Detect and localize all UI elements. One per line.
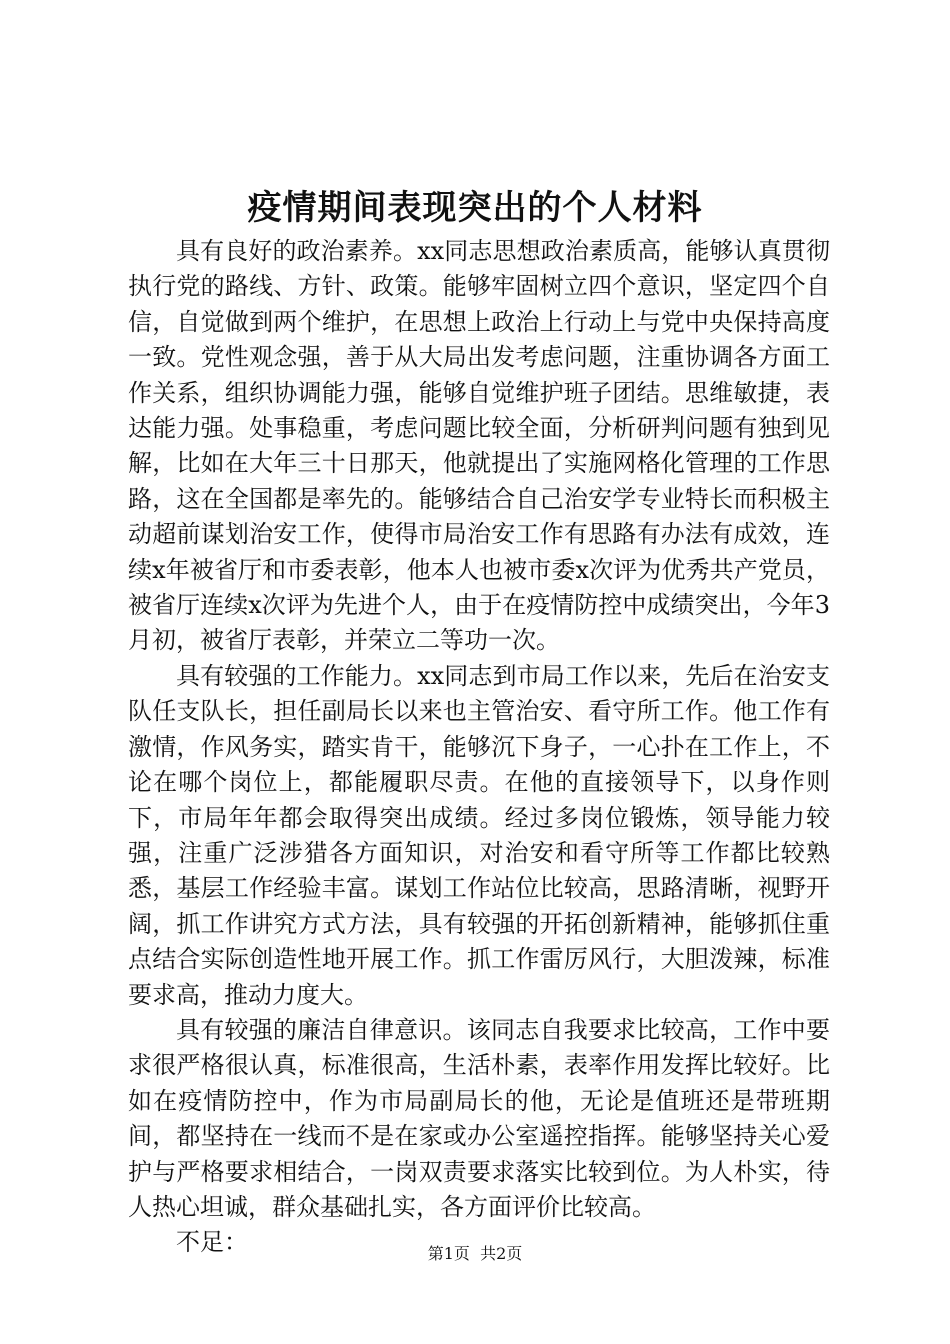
page-total: 共2页 (480, 1244, 523, 1263)
paragraph-work-ability: 具有较强的工作能力。xx同志到市局工作以来，先后在治安支队任支队长，担任副局长以来也主管治安、看守所工作。他工作有激情，作风务实，踏实肯干，能够沉下身子，一心扑在工作上，不论在哪个岗位上，都能履职尽责。在他的直接领导下，以身作则下，市局年年都会取得突出成绩。经过多岗位锻炼，领导能力较强，注重广泛涉猎各方面知识，对治安和看守所等工作都比较熟悉，基层工作经验丰富。谋划工作站位比较高，思路清晰，视野开阔，抓工作讲究方式方法，具有较强的开拓创新精神，能够抓住重点结合实际创造性地开展工作。抓工作雷厉风行，大胆泼辣，标准要求高，推动力度大。 (128, 661, 830, 1009)
paragraph-integrity: 具有较强的廉洁自律意识。该同志自我要求比较高，工作中要求很严格很认真，标准很高，生活朴素，表率作用发挥比较好。比如在疫情防控中，作为市局副局长的他，无论是值班还是带班期间，都坚持在一线而不是在家或办公室遥控指挥。能够坚持关心爱护与严格要求相结合，一岗双责要求落实比较到位。为人朴实，待人热心坦诚，群众基础扎实，各方面评价比较高。 (128, 1015, 830, 1221)
paragraph-shortcomings: 不足： (176, 1228, 248, 1257)
paragraph-political-quality: 具有良好的政治素养。xx同志思想政治素质高，能够认真贯彻执行党的路线、方针、政策。能够牢固树立四个意识，坚定四个自信，自觉做到两个维护，在思想上政治上行动上与党中央保持高度一致。党性观念强，善于从大局出发考虑问题，注重协调各方面工作关系，组织协调能力强，能够自觉维护班子团结。思维敏捷，表达能力强。处事稳重，考虑问题比较全面，分析研判问题有独到见解，比如在大年三十日那天，他就提出了实施网格化管理的工作思路，这在全国都是率先的。能够结合自己治安学专业特长而积极主动超前谋划治安工作，使得市局治安工作有思路有办法有成效，连续x年被省厅和市委表彰，他本人也被市委x次评为优秀共产党员，被省厅连续x次评为先进个人，由于在疫情防控中成绩突出，今年3月初，被省厅表彰，并荣立二等功一次。 (128, 237, 830, 655)
page-footer (0, 1242, 950, 1266)
document-title: 疫情期间表现突出的个人材料 (247, 188, 703, 228)
footer-spacer (470, 1244, 480, 1263)
document-body (128, 234, 830, 1261)
page-number: 第1页 (427, 1244, 470, 1263)
